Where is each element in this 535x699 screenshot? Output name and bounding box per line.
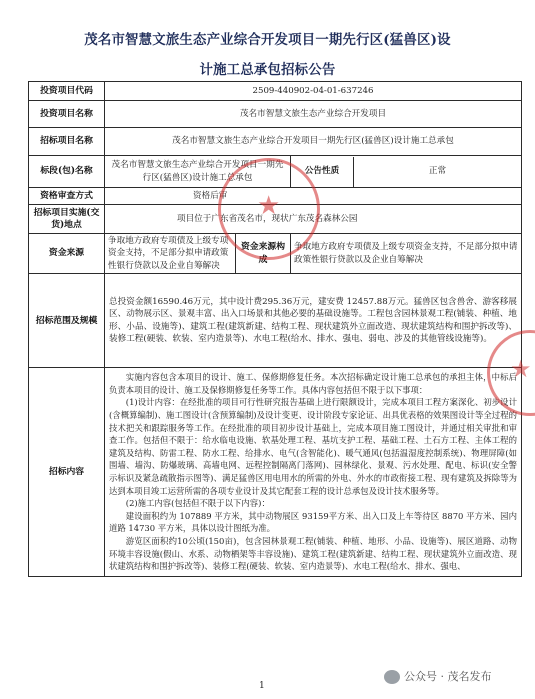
label-content: 招标内容 — [29, 368, 105, 577]
row-section — [29, 156, 522, 188]
document-title-line1: 茂名市智慧文旅生态产业综合开发项目一期先行区(猛兽区)设 — [84, 32, 451, 48]
row-scope — [29, 274, 522, 368]
content-construction-area: 建设面积约为 107889 平方米，其中动物展区 93159平方米、出入口及上车等待区 8870 平方米、园内道路 14730 平方米，具体以设计图纸为准。 — [109, 510, 517, 534]
label-notice-type: 公告性质 — [291, 157, 354, 187]
value-project-name: 茂名市智慧文旅生态产业综合开发项目 — [105, 101, 522, 128]
label-project-name: 投资项目名称 — [29, 101, 105, 128]
seal-star-icon: ★ — [510, 355, 532, 383]
label-project-code: 投资项目代码 — [29, 82, 105, 101]
row-project-name — [29, 101, 522, 128]
row-project-code — [29, 82, 522, 101]
row-qualification — [29, 188, 522, 205]
value-project-code: 2509-440902-04-01-637246 — [105, 82, 522, 101]
value-section: 茂名市智慧文旅生态产业综合开发项目一期先行区(猛兽区)设计施工总承包 — [105, 156, 291, 188]
row-tender-name — [29, 128, 522, 156]
row-funding — [29, 234, 522, 274]
label-tender-name: 招标项目名称 — [29, 128, 105, 156]
wechat-icon — [384, 670, 400, 684]
label-funding: 资金来源 — [29, 234, 105, 274]
content-construction-visitor: 游览区面积约10公顷(150亩)，包含园林景观工程(铺装、种植、地形、小品、设施等)、展区道路、动物环境丰容设施(假山、水系、动物栖架等丰容设施)、建筑工程(建筑新建、结构工程、现状建筑外立面改造、现状建筑结构和围护拆改等)、装修工程(硬装、软装、室内造景等)、水电工程(给水、排水、强电、 — [109, 535, 517, 572]
seal-star-icon: ★ — [257, 191, 281, 221]
label-qualification: 资格审查方式 — [29, 188, 105, 205]
page-number: 1 — [259, 681, 265, 691]
document-title-line2: 计施工总承包招标公告 — [199, 62, 336, 78]
content-intro: 实施内容包含本项目的设计、施工、保修期修复任务。本次招标确定设计施工总承包的承担主体，中标后负责本项目的设计、施工及保修期修复任务等工作。具体内容包括但不限于以下事项： — [109, 372, 517, 395]
row-content — [29, 368, 522, 577]
label-section: 标段(包)名称 — [29, 156, 105, 188]
wechat-watermark — [378, 666, 528, 688]
watermark-text: 公众号 · 茂名发布 — [404, 670, 492, 683]
value-scope: 总投资金额16590.46万元，其中设计费295.36万元，建安费 12457.88万元。猛兽区包含兽舍、游客移展区、动物展示区、景观丰富、出入口场景和其他必要的基础设施等。工程包含园林景观工程(铺装、种植、地形、小品、设施等)、建筑工程(建筑新建、结构工程、现状建筑外立面改造、现状建筑结构和围护拆改等)、装修工程(硬装、软装、室内造景等)、水电工程(给水、排水、强电、弱电、涉及的其他管线设施等)。 — [105, 274, 522, 368]
label-scope: 招标范围及规模 — [29, 274, 105, 368]
value-tender-name: 茂名市智慧文旅生态产业综合开发项目一期先行区(猛兽区)设计施工总承包 — [105, 128, 522, 156]
tender-table — [28, 81, 522, 577]
label-location: 招标项目实施(交货)地点 — [29, 205, 105, 234]
content-construction-heading: (2)施工内容(包括但不限于以下内容)： — [125, 498, 270, 509]
value-qualification: 资格后审 — [105, 188, 522, 205]
row-location — [29, 205, 522, 234]
value-funding-structure: 争取地方政府专项债及上级专项资金支持，不足部分拟申请政策性银行贷款以及企业自筹解决 — [291, 234, 522, 274]
value-funding: 争取地方政府专项债及上级专项资金支持，不足部分拟申请政策性银行贷款以及企业自筹解决 — [105, 234, 236, 274]
value-location: 项目位于广东省茂名市，现状广东茂名森林公园 — [105, 205, 522, 234]
value-notice-type: 正常 — [428, 166, 447, 177]
label-funding-structure: 资金来源构成 — [236, 234, 291, 274]
content-design: (1)设计内容：在经批准的项目可行性研究报告基础上进行限额设计，完成本项目工程方案深化、初步设计(含概算编制)、施工图设计(含预算编制)及设计变更、设计阶段专家论证、出具优表格的效果图设计等全过程的技术把关和跟踪服务等工作。在经批准的项目初步设计基础上，完成本项目施工图设计，并通过相关审批和审查工作。包括但不限于：给水临电设施、软基处理工程、基坑支护工程、基础工程、土石方工程、主体工程的建筑及结构、防雷工程、防水工程、给排水、电气(含智能化)、暖气通风(包括温湿度控制系统)、物理屏障(如围墙、墙沟、防爆玻璃、高墙电网、远程控制隔离门落网)、园林绿化、景观、污水处理、配电、标识(安全警示标识及紧急疏散指示图等)、满足猛兽区用电用水的所需的外电、外水的市政衔接工程、现有建筑及拆除等为达到本项目竣工运营所需的各项专业设计及其它配套工程的设计总承包及设计技术服务等。 — [109, 397, 517, 496]
